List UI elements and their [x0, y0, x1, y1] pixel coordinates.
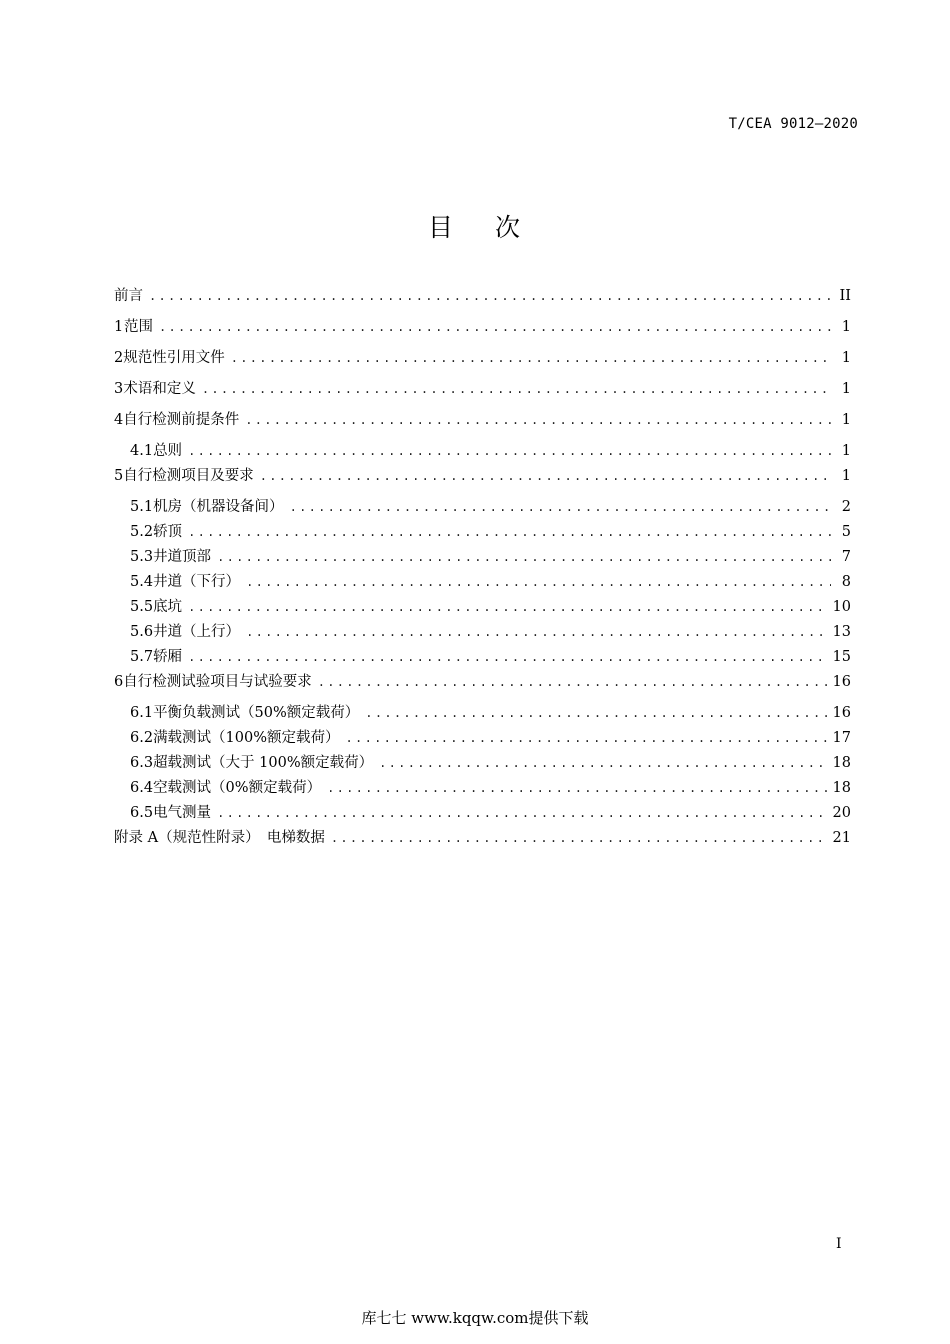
toc-entry-label: 底坑 — [153, 599, 183, 615]
toc-entry[interactable] — [114, 701, 851, 726]
toc-entry-label: 井道顶部 — [153, 549, 212, 565]
toc-leader-dots — [231, 351, 831, 365]
toc-entry-number: 5.2 — [130, 524, 154, 540]
toc-entry-page: 7 — [841, 549, 851, 565]
footer-watermark: 库七七 www.kqqw.com提供下载 — [361, 1309, 589, 1327]
toc-leader-dots — [217, 550, 831, 564]
toc-entry-label: 自行检测项目及要求 — [123, 468, 254, 484]
toc-leader-dots — [188, 650, 826, 664]
toc-entry-page: 8 — [841, 574, 851, 590]
toc-leader-dots — [149, 289, 831, 303]
toc-leader-dots — [346, 731, 827, 745]
toc-leader-dots — [159, 320, 831, 334]
toc-entry-label: 机房（机器设备间） — [153, 499, 284, 515]
toc-entry-number: 5.4 — [130, 574, 154, 590]
toc-entry-label: 前言 — [114, 288, 143, 304]
toc-entry-number: 1 — [114, 319, 124, 335]
toc-entry[interactable] — [114, 346, 851, 377]
page-number: I — [836, 1236, 842, 1252]
toc-entry-page: 13 — [832, 624, 851, 640]
toc-entry[interactable] — [114, 439, 851, 464]
toc-entry-number: 3 — [114, 381, 124, 397]
toc-leader-dots — [365, 706, 826, 720]
toc-entry-label: 附录 A（规范性附录） 电梯数据 — [114, 830, 325, 846]
toc-entry-number: 6 — [114, 674, 124, 690]
toc-entry[interactable] — [114, 595, 851, 620]
toc-entry[interactable] — [114, 408, 851, 439]
toc-entry-page: 5 — [841, 524, 851, 540]
toc-leader-dots — [246, 575, 831, 589]
toc-entry[interactable] — [114, 570, 851, 595]
toc-entry-number: 2 — [114, 350, 124, 366]
toc-entry-label: 轿顶 — [153, 524, 183, 540]
toc-entry-page: II — [839, 288, 851, 304]
toc-entry-number: 5.5 — [130, 599, 154, 615]
toc-entry-page: 1 — [841, 381, 851, 397]
document-code: T/CEA 9012—2020 — [728, 116, 858, 132]
toc-leader-dots — [331, 831, 827, 845]
toc-entry[interactable] — [114, 801, 851, 826]
toc-entry[interactable] — [114, 826, 851, 857]
toc-entry[interactable] — [114, 620, 851, 645]
toc-entry[interactable] — [114, 670, 851, 701]
toc-entry-label: 满载测试（100%额定载荷） — [153, 730, 340, 746]
toc-entry[interactable] — [114, 520, 851, 545]
toc-leader-dots — [188, 600, 826, 614]
toc-entry-page: 16 — [832, 674, 851, 690]
toc-entry-page: 15 — [832, 649, 851, 665]
toc-entry-number: 4 — [114, 412, 124, 428]
toc-entry-page: 1 — [841, 319, 851, 335]
toc-entry-label: 范围 — [123, 319, 153, 335]
toc-entry-page: 1 — [841, 468, 851, 484]
toc-entry-label: 总则 — [153, 443, 183, 459]
toc-entry-page: 18 — [832, 780, 851, 796]
toc-entry-number: 4.1 — [130, 443, 154, 459]
toc-entry[interactable] — [114, 545, 851, 570]
toc-entry-number: 5 — [114, 468, 124, 484]
toc-entry-label: 术语和定义 — [123, 381, 196, 397]
toc-leader-dots — [246, 625, 826, 639]
toc-leader-dots — [290, 500, 831, 514]
toc-entry-label: 轿厢 — [153, 649, 183, 665]
toc-entry-number: 6.5 — [130, 805, 154, 821]
toc-entry[interactable] — [114, 645, 851, 670]
toc-entry-label: 井道（上行） — [153, 624, 241, 640]
toc-leader-dots — [260, 469, 831, 483]
toc-entry[interactable] — [114, 315, 851, 346]
toc-leader-dots — [188, 444, 831, 458]
toc-leader-dots — [318, 675, 827, 689]
toc-entry-label: 平衡负载测试（50%额定载荷） — [153, 705, 360, 721]
table-of-contents — [114, 284, 851, 857]
toc-entry-number: 6.4 — [130, 780, 154, 796]
toc-leader-dots — [202, 382, 831, 396]
toc-entry-label: 规范性引用文件 — [123, 350, 225, 366]
toc-entry[interactable] — [114, 464, 851, 495]
toc-entry-page: 18 — [832, 755, 851, 771]
toc-entry-number: 5.1 — [130, 499, 154, 515]
title-char-2: 次 — [495, 213, 523, 242]
toc-entry[interactable] — [114, 495, 851, 520]
toc-entry-label: 井道（下行） — [153, 574, 241, 590]
title-char-1: 目 — [427, 213, 455, 242]
toc-entry[interactable] — [114, 377, 851, 408]
toc-entry-page: 2 — [841, 499, 851, 515]
toc-leader-dots — [327, 781, 826, 795]
toc-entry-page: 10 — [832, 599, 851, 615]
toc-entry-number: 5.6 — [130, 624, 154, 640]
page-title — [0, 208, 950, 244]
toc-entry-page: 17 — [832, 730, 851, 746]
toc-leader-dots — [217, 806, 826, 820]
toc-entry-number: 6.2 — [130, 730, 154, 746]
toc-entry-label: 自行检测前提条件 — [123, 412, 240, 428]
toc-leader-dots — [245, 413, 831, 427]
toc-entry-page: 1 — [841, 350, 851, 366]
toc-entry-number: 5.3 — [130, 549, 154, 565]
toc-entry-number: 5.7 — [130, 649, 154, 665]
toc-entry-label: 超载测试（大于 100%额定载荷） — [153, 755, 374, 771]
toc-entry-number: 6.3 — [130, 755, 154, 771]
toc-entry-number: 6.1 — [130, 705, 154, 721]
toc-entry-page: 16 — [832, 705, 851, 721]
toc-entry[interactable] — [114, 776, 851, 801]
toc-entry-label: 自行检测试验项目与试验要求 — [123, 674, 312, 690]
toc-entry-label: 电气测量 — [153, 805, 212, 821]
toc-entry[interactable] — [114, 726, 851, 751]
toc-leader-dots — [188, 525, 831, 539]
toc-leader-dots — [379, 756, 826, 770]
toc-entry-label: 空载测试（0%额定载荷） — [153, 780, 322, 796]
toc-entry[interactable] — [114, 284, 851, 315]
toc-entry-page: 21 — [832, 830, 851, 846]
toc-entry[interactable] — [114, 751, 851, 776]
toc-entry-page: 1 — [841, 412, 851, 428]
toc-entry-page: 1 — [841, 443, 851, 459]
toc-entry-page: 20 — [832, 805, 851, 821]
